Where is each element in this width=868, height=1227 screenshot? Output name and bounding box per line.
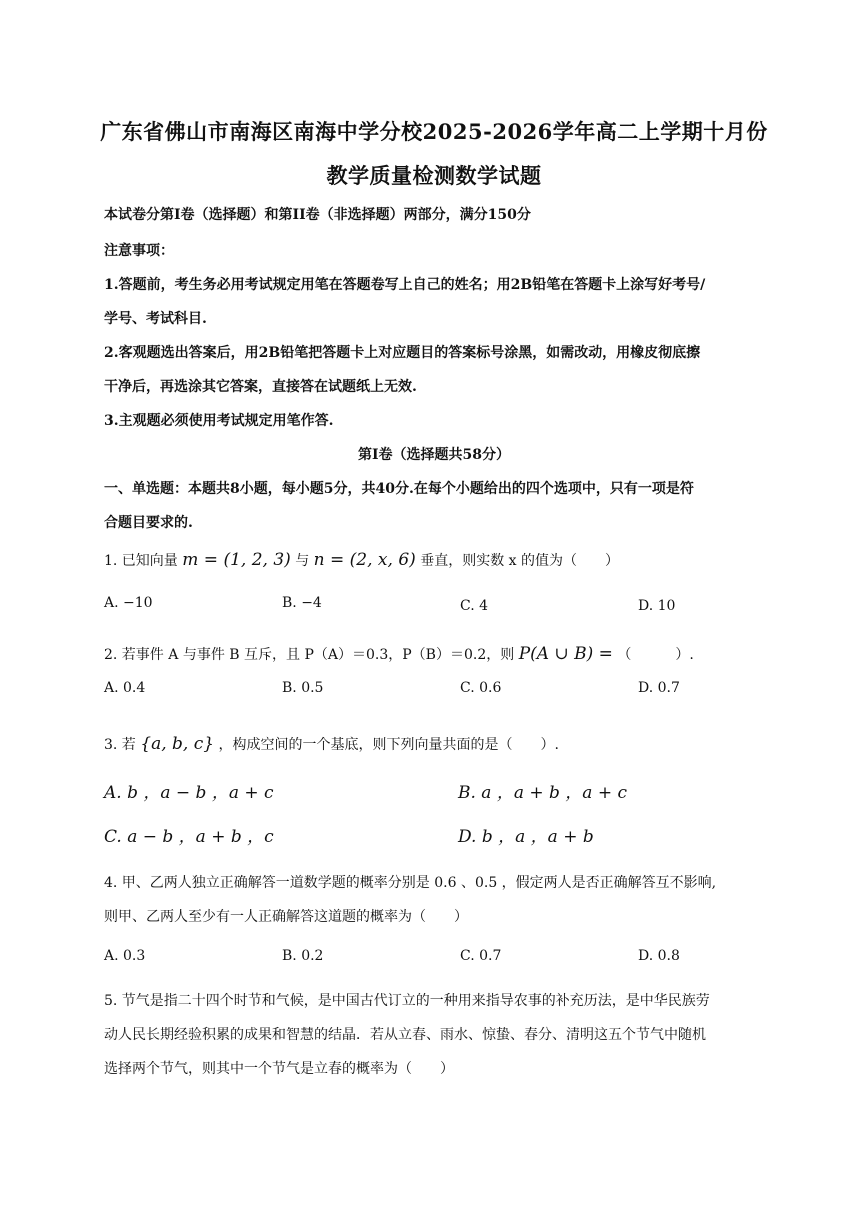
q1-option-d: D. 10 — [638, 598, 676, 614]
q1-vector-n: n = (2, x, 6) — [313, 550, 416, 570]
q3-prefix: 3. 若 — [104, 737, 136, 753]
q1-suffix: 垂直，则实数 x 的值为（ ） — [420, 553, 620, 569]
q3-option-c-text: C. a − b ，a + b ，c — [104, 827, 274, 847]
notice-item1-b: 学号、考试科目. — [104, 311, 207, 327]
q1-vector-m: m = (1, 2, 3) — [182, 550, 291, 570]
question-5-line-a: 5. 节气是指二十四个时节和气候，是中国古代订立的一种用来指导农事的补充历法，是中华民族劳 — [104, 993, 710, 1009]
section1-title: 第I卷（选择题共58分） — [357, 447, 511, 463]
q4-option-b: B. 0.2 — [282, 948, 324, 964]
q3-basis: {a, b, c} — [140, 734, 215, 754]
section1-desc-a: 一、单选题：本题共8小题，每小题5分，共40分.在每个小题给出的四个选项中，只有一项是符 — [104, 481, 694, 497]
notice-item2-b: 干净后，再选涂其它答案，直接答在试题纸上无效. — [104, 379, 417, 395]
q3-option-b — [458, 778, 627, 803]
q1-mid: 与 — [295, 553, 310, 569]
q3-option-b-text: B. a ，a + b ，a + c — [458, 783, 628, 803]
q1-option-c: C. 4 — [460, 598, 489, 614]
question-4-line-b: 则甲、乙两人至少有一人正确解答这道题的概率为（ ） — [104, 909, 468, 925]
q3-option-d — [458, 822, 594, 847]
q1-option-a: A. −10 — [104, 595, 153, 611]
question-5-line-c: 选择两个节气，则其中一个节气是立春的概率为（ ） — [104, 1061, 454, 1077]
q4-option-d: D. 0.8 — [638, 948, 680, 964]
q2-option-c: C. 0.6 — [460, 680, 502, 696]
q3-option-a — [104, 778, 274, 803]
question-2 — [104, 644, 694, 664]
q3-option-c — [104, 822, 274, 847]
q2-option-a: A. 0.4 — [104, 680, 146, 696]
q2-paren-open: （ — [617, 647, 632, 663]
exam-title-line2: 教学质量检测数学试题 — [326, 163, 542, 188]
q4-option-c: C. 0.7 — [460, 948, 502, 964]
exam-intro: 本试卷分第I卷（选择题）和第II卷（非选择题）两部分，满分150分 — [104, 207, 531, 223]
section1-desc-b: 合题目要求的. — [104, 515, 193, 531]
notice-item3: 3.主观题必须使用考试规定用笔作答. — [104, 413, 334, 429]
q1-prefix: 1. 已知向量 — [104, 553, 178, 569]
q2-option-d: D. 0.7 — [638, 680, 680, 696]
q3-option-d-text: D. b ，a ，a + b — [458, 827, 594, 847]
question-1 — [104, 550, 619, 570]
q4-option-a: A. 0.3 — [104, 948, 146, 964]
q2-paren-close: ）. — [675, 647, 694, 663]
question-4-line-a: 4. 甲、乙两人独立正确解答一道数学题的概率分别是 0.6 、0.5 ，假定两人是否正确解答互不影响, — [104, 875, 717, 891]
q1-option-b: B. −4 — [282, 595, 322, 611]
exam-title-line1: 广东省佛山市南海区南海中学分校2025-2026学年高二上学期十月份 — [100, 119, 768, 144]
q3-suffix: ，构成空间的一个基底，则下列向量共面的是（ ）. — [218, 737, 559, 753]
q2-expression: P(A ∪ B) = — [518, 644, 613, 664]
question-3 — [104, 734, 559, 754]
notice-item1-a: 1.答题前，考生务必用考试规定用笔在答题卷写上自己的姓名；用2B铅笔在答题卡上涂写好考号/ — [104, 277, 706, 293]
q2-text: 2. 若事件 A 与事件 B 互斥，且 P（A）＝0.3，P（B）＝0.2，则 — [104, 647, 515, 663]
notice-item2-a: 2.客观题选出答案后，用2B铅笔把答题卡上对应题目的答案标号涂黑，如需改动，用橡皮彻底擦 — [104, 345, 701, 361]
question-5-line-b: 动人民长期经验积累的成果和智慧的结晶．若从立春、雨水、惊蛰、春分、清明这五个节气中随机 — [104, 1027, 706, 1043]
q3-option-a-text: A. b ，a − b ，a + c — [104, 783, 274, 803]
notice-heading: 注意事项： — [104, 243, 174, 259]
q2-option-b: B. 0.5 — [282, 680, 324, 696]
